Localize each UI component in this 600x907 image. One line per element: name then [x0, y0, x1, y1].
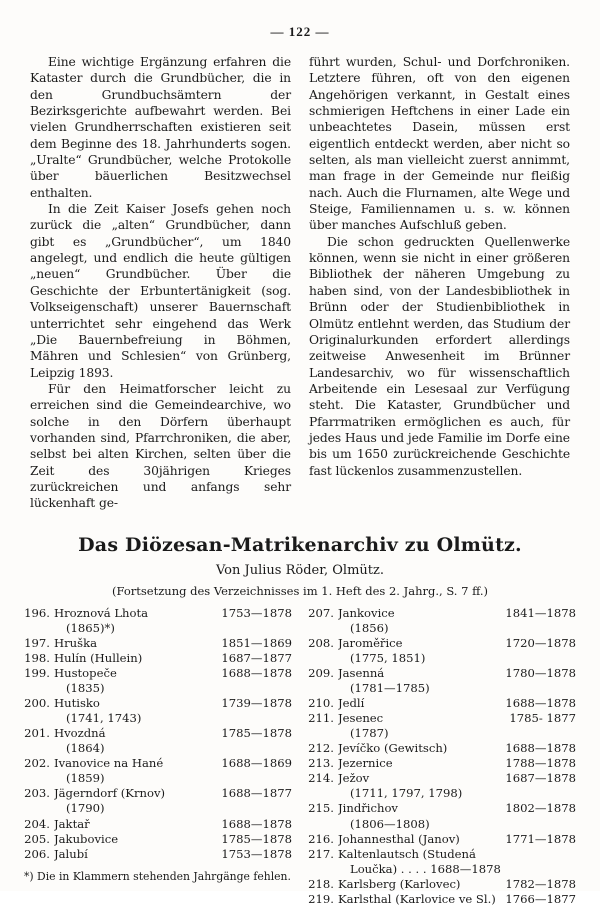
- section-byline: Von Julius Röder, Olmütz.: [215, 562, 384, 578]
- entry-number: 218.: [308, 876, 334, 891]
- entry-sub: (1741, 1743): [66, 711, 142, 726]
- list-item: [308, 666, 576, 696]
- list-item: [308, 877, 576, 892]
- entry-name: Jakubovice: [54, 831, 119, 846]
- entry-name: Karlsthal (Karlovice ve Sl.): [338, 891, 496, 906]
- entry-number: 216.: [308, 831, 334, 846]
- list-item: [308, 756, 576, 771]
- entry-years: 1688—1869: [221, 756, 292, 771]
- section-continuation-note: (Fortsetzung des Verzeichnisses im 1. Heft des 2. Jahrg., S. 7 ff.): [112, 583, 488, 598]
- entry-years: 1785- 1877: [509, 711, 576, 726]
- list-item: [308, 801, 576, 831]
- entry-sub: (1806—1808): [350, 816, 430, 831]
- entry-number: 200.: [24, 696, 50, 710]
- entry-years: 1739—1878: [221, 696, 292, 710]
- list-item: [308, 741, 576, 756]
- entry-name: Hruška: [54, 635, 98, 650]
- list-item: [308, 832, 576, 847]
- entry-sub: (1787): [350, 726, 389, 741]
- list-item: [24, 786, 292, 816]
- entry-name: Hutisko: [54, 696, 100, 710]
- entry-years: 1688—1878: [505, 696, 576, 710]
- entry-years: 1720—1878: [505, 635, 576, 650]
- entry-name: Jalubí: [54, 846, 88, 861]
- entry-name: Jägerndorf (Krnov): [54, 786, 166, 801]
- entry-number: 196.: [24, 605, 50, 620]
- list-item: [308, 636, 576, 666]
- entry-years: 1782—1878: [505, 876, 576, 891]
- list-item: [24, 756, 292, 786]
- entry-number: 201.: [24, 726, 50, 741]
- entry-sub: (1790): [66, 801, 105, 816]
- paragraph: Eine wichtige Ergänzung erfahren die Kataster durch die Grundbücher, die in den Grundbuchsämtern der Bezirksgerichte aufbewahrt werden. Bei vielen Grundherrschaften existieren seit dem Beginne des 18. Jahrhunderts sogen. „Uralte“ Grundbücher, welche Protokolle über bäuerlichen Besitzwechsel enthalten.: [30, 55, 291, 200]
- article-columns: [0, 40, 600, 512]
- page-number: — 122 —: [270, 24, 330, 39]
- list-item: [24, 847, 292, 862]
- entry-name: Hulín (Hullein): [54, 650, 143, 665]
- entry-sub: (1711, 1797, 1798): [350, 786, 463, 801]
- paragraph: In die Zeit Kaiser Josefs gehen noch zurück die „alten“ Grundbücher, dann gibt es „Grundbücher“, um 1840 angelegt, und endlich die heute gültigen „neuen“ Grundbücher. Über die Geschichte der Erbuntertänigkeit (sog. Volkseigenschaft) unserer Bauernschaft unterrichtet sehr eingehend das Werk „Die Bauernbefreiung in Böhmen, Mähren und Schlesien“ von Grünberg, Leipzig 1893.: [30, 202, 291, 380]
- entry-sub: (1856): [350, 620, 389, 635]
- entry-number: 219.: [308, 891, 334, 906]
- entry-name: Jezernice: [338, 756, 393, 771]
- entry-sub: (1781—1785): [350, 680, 430, 695]
- list-item: [24, 636, 292, 651]
- entry-years: 1841—1878: [505, 605, 576, 620]
- entry-years: 1688—1878: [221, 816, 292, 831]
- entry-number: 211.: [308, 711, 334, 726]
- register-column-right: [308, 606, 576, 907]
- entry-name: Jevíčko (Gewitsch): [338, 741, 448, 756]
- entry-years: 1788—1878: [505, 756, 576, 771]
- entry-years: 1785—1878: [221, 831, 292, 846]
- section-title: Das Diözesan-Matrikenarchiv zu Olmütz.: [78, 533, 522, 556]
- entry-number: 214.: [308, 771, 334, 786]
- entry-sub: (1835): [66, 680, 105, 695]
- list-item: [24, 606, 292, 636]
- article-column-left: [30, 54, 291, 512]
- entry-name: Hustopeče: [54, 665, 117, 680]
- list-item: [24, 666, 292, 696]
- paragraph: Die schon gedruckten Quellenwerke können, wenn sie nicht in einer größeren Bibliothek der näheren Umgebung zu haben sind, von der Landesbibliothek in Brünn oder der Studienbibliothek in Olmütz entlehnt werden, das Studium der Originalurkunden erfordert allerdings zeitweise Anwesenheit im Brünner Landesarchiv, wo für wissenschaftlich Arbeitende ein Lesesaal zur Verfügung steht. Die Kataster, Grundbücher und Pfarrmatriken ermöglichen es auch, für jedes Haus und jede Familie im Dorfe eine bis um 1650 zurückreichende Geschichte fast lückenlos zusammenzustellen.: [309, 234, 570, 478]
- entry-number: 199.: [24, 665, 50, 680]
- entry-number: 210.: [308, 696, 334, 710]
- entry-name: Jasenná: [338, 665, 385, 680]
- entry-name: Hroznová Lhota: [54, 605, 149, 620]
- entry-name: Hvozdná: [54, 726, 106, 741]
- entry-number: 205.: [24, 831, 50, 846]
- entry-number: 213.: [308, 756, 334, 771]
- entry-name: Kaltenlautsch (Studená: [338, 846, 476, 861]
- entry-years: 1688—1878: [505, 741, 576, 756]
- article-column-right: [309, 54, 570, 512]
- entry-years: 1688—1878: [221, 665, 292, 680]
- entry-name: Ježov: [338, 771, 370, 786]
- list-item: [24, 832, 292, 847]
- entry-number: 197.: [24, 635, 50, 650]
- entry-number: 198.: [24, 650, 50, 665]
- entry-name: Jindřichov: [338, 801, 398, 816]
- entry-number: 202.: [24, 756, 50, 771]
- entry-number: 203.: [24, 786, 50, 801]
- entry-years: 1753—1878: [221, 605, 292, 620]
- list-item: [308, 711, 576, 741]
- entry-years: 1780—1878: [505, 665, 576, 680]
- list-item: [308, 696, 576, 711]
- entry-years: 1687—1877: [221, 650, 292, 665]
- entry-name: Karlsberg (Karlovec): [338, 876, 461, 891]
- entry-years: 1802—1878: [505, 801, 576, 816]
- entry-name: Jaktař: [54, 816, 90, 831]
- list-item: [308, 847, 576, 877]
- entry-name: Ivanovice na Hané: [54, 756, 164, 771]
- entry-years: 1687—1878: [505, 771, 576, 786]
- entry-number: 207.: [308, 605, 334, 620]
- entry-name: Jedlí: [338, 696, 365, 710]
- entry-years: 1753—1878: [221, 846, 292, 861]
- entry-number: 217.: [308, 846, 334, 861]
- paragraph: führt wurden, Schul- und Dorfchroniken. Letztere führen, oft von den eigenen Angehörigen verkannt, in Gestalt eines schmierigen Heftchens in einer Lade ein unbeachtetes Dasein, müssen erst eigentlich entdeckt werden, aber nicht so selten, als man vielleicht zuerst annimmt, man frage in der Gemeinde nur fleißig nach. Auch die Flurnamen, alte Wege und Steige, Familiennamen u. s. w. können über manches Aufschluß geben.: [309, 55, 570, 233]
- list-item: [24, 726, 292, 756]
- list-item: [308, 892, 576, 907]
- entry-years: 1851—1869: [221, 635, 292, 650]
- entry-years: 1688—1877: [221, 786, 292, 801]
- list-item: [24, 651, 292, 666]
- entry-sub: (1865)*): [66, 620, 115, 635]
- list-item: [24, 817, 292, 832]
- list-item: [308, 771, 576, 801]
- entry-number: 208.: [308, 635, 334, 650]
- entry-number: 212.: [308, 741, 334, 756]
- register-column-left: [24, 606, 292, 907]
- entry-sub: (1864): [66, 741, 105, 756]
- entry-sub: (1775, 1851): [350, 650, 426, 665]
- entry-number: 215.: [308, 801, 334, 816]
- register-columns: [0, 598, 600, 907]
- entry-number: 206.: [24, 846, 50, 861]
- footnote: *) Die in Klammern stehenden Jahrgänge fehlen.: [24, 869, 291, 883]
- entry-years: 1766—1877: [505, 891, 576, 906]
- entry-number: 204.: [24, 816, 50, 831]
- entry-years: 1771—1878: [505, 831, 576, 846]
- entry-name: Johannesthal (Janov): [338, 831, 460, 846]
- entry-sub: Loučka) . . . . 1688—1878: [350, 861, 501, 876]
- entry-sub: (1859): [66, 771, 105, 786]
- entry-name: Jankovice: [338, 605, 395, 620]
- list-item: [24, 696, 292, 726]
- entry-years: 1785—1878: [221, 726, 292, 741]
- list-item: [308, 606, 576, 636]
- entry-number: 209.: [308, 665, 334, 680]
- entry-name: Jaroměřice: [338, 635, 403, 650]
- paragraph: Für den Heimatforscher leicht zu erreichen sind die Gemeindearchive, wo solche in den Dörfern überhaupt vorhanden sind, Pfarrchroniken, die aber, selbst bei alten Kirchen, selten über die Zeit des 30jährigen Krieges zurückreichen und anfangs sehr lückenhaft ge-: [30, 381, 291, 511]
- entry-name: Jesenec: [338, 711, 384, 726]
